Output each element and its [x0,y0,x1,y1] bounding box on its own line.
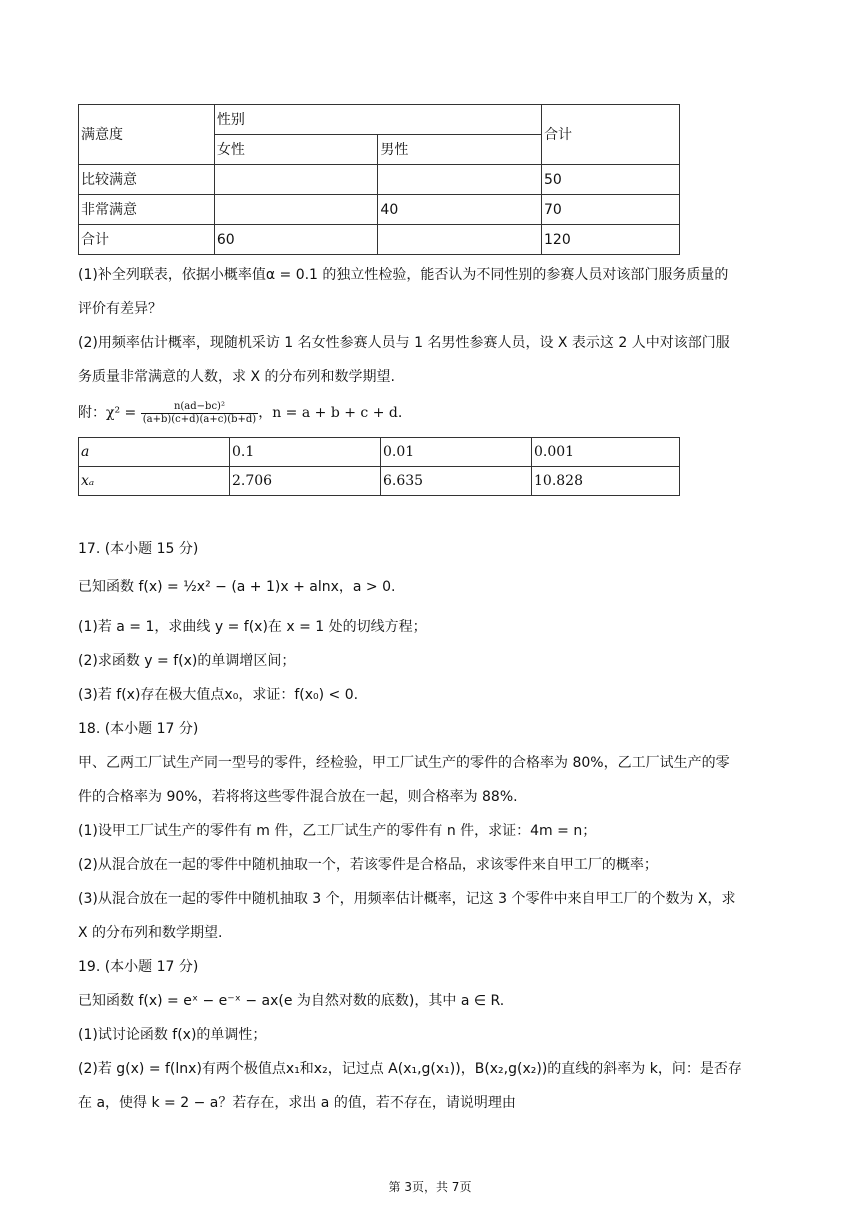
header-female: 女性 [214,135,378,165]
q18-stem-line1: 甲、乙两工厂试生产同一型号的零件，经检验，甲工厂试生产的零件的合格率为 80%，乙工厂试生产的零 [78,755,730,771]
cell-male [378,225,542,255]
cell-total: 120 [542,225,680,255]
critical-value-table [78,437,680,496]
table-row [79,467,680,496]
cell: 0.001 [532,438,680,467]
q16-part1-line2: 评价有差异？ [78,301,162,317]
table-row [79,195,680,225]
page-footer: 第 3页，共 7页 [388,1180,472,1194]
cell-female [214,195,378,225]
table-row [79,165,680,195]
q17-part2: (2)求函数 y = f(x)的单调增区间； [78,653,296,669]
q17-stem: 已知函数 f(x) = ½x² − (a + 1)x + alnx，a > 0. [78,579,396,595]
q18-part3-line1: (3)从混合放在一起的零件中随机抽取 3 个，用频率估计概率，记这 3 个零件中来自甲工厂的个数为 X，求 [78,891,736,907]
q19-stem: 已知函数 f(x) = eˣ − e⁻ˣ − ax(e 为自然对数的底数)，其中 a ∈ R. [78,993,505,1009]
cell: a [79,438,230,467]
q18-part3-line2: X 的分布列和数学期望. [78,925,223,941]
q16-part1-line1: (1)补全列联表，依据小概率值α = 0.1 的独立性检验，能否认为不同性别的参赛人员对该部门服务质量的 [78,267,729,283]
cell: 0.1 [230,438,381,467]
appendix-prefix: 附：χ² = [78,405,141,421]
cell-male: 40 [378,195,542,225]
cell: xₐ [79,467,230,496]
row-label: 合计 [79,225,215,255]
q19-heading: 19. (本小题 17 分) [78,959,199,975]
q17-part3: (3)若 f(x)存在极大值点x₀，求证：f(x₀) < 0. [78,687,359,703]
header-total: 合计 [542,105,680,165]
q18-part1: (1)设甲工厂试生产的零件有 m 件，乙工厂试生产的零件有 n 件，求证：4m = n； [78,823,597,839]
header-gender: 性别 [214,105,541,135]
cell: 10.828 [532,467,680,496]
cell-female [214,165,378,195]
q16-appendix-formula [78,398,402,428]
chi-square-fraction [141,401,258,426]
q18-part2: (2)从混合放在一起的零件中随机抽取一个，若该零件是合格品，求该零件来自甲工厂的概率； [78,857,658,873]
fraction-denominator: (a+b)(c+d)(a+c)(b+d) [142,413,257,425]
table-row [79,438,680,467]
q17-heading: 17. (本小题 15 分) [78,541,199,557]
cell-total: 70 [542,195,680,225]
cell-total: 50 [542,165,680,195]
cell: 0.01 [381,438,532,467]
appendix-suffix: ，n = a + b + c + d. [258,405,403,421]
q17-part1: (1)若 a = 1，求曲线 y = f(x)在 x = 1 处的切线方程； [78,619,427,635]
q18-stem-line2: 件的合格率为 90%，若将将这些零件混合放在一起，则合格率为 88%. [78,789,518,805]
q16-part2-line2: 务质量非常满意的人数，求 X 的分布列和数学期望. [78,369,395,385]
q18-heading: 18. (本小题 17 分) [78,721,199,737]
table-row [79,225,680,255]
cell-female: 60 [214,225,378,255]
q19-part2-line1: (2)若 g(x) = f(lnx)有两个极值点x₁和x₂，记过点 A(x₁,g(x₁))，B(x₂,g(x₂))的直线的斜率为 k，问：是否存 [78,1061,742,1077]
cell-male [378,165,542,195]
row-label: 非常满意 [79,195,215,225]
row-label: 比较满意 [79,165,215,195]
cell: 6.635 [381,467,532,496]
fraction-numerator: n(ad−bc)² [141,401,258,414]
survey-table [78,104,680,255]
q19-part1: (1)试讨论函数 f(x)的单调性； [78,1027,267,1043]
q16-part2-line1: (2)用频率估计概率，现随机采访 1 名女性参赛人员与 1 名男性参赛人员，设 X 表示这 2 人中对该部门服 [78,335,730,351]
cell: 2.706 [230,467,381,496]
header-male: 男性 [378,135,542,165]
header-satisfaction: 满意度 [79,105,215,165]
q19-part2-line2: 在 a，使得 k = 2 − a？若存在，求出 a 的值，若不存在，请说明理由 [78,1095,516,1111]
